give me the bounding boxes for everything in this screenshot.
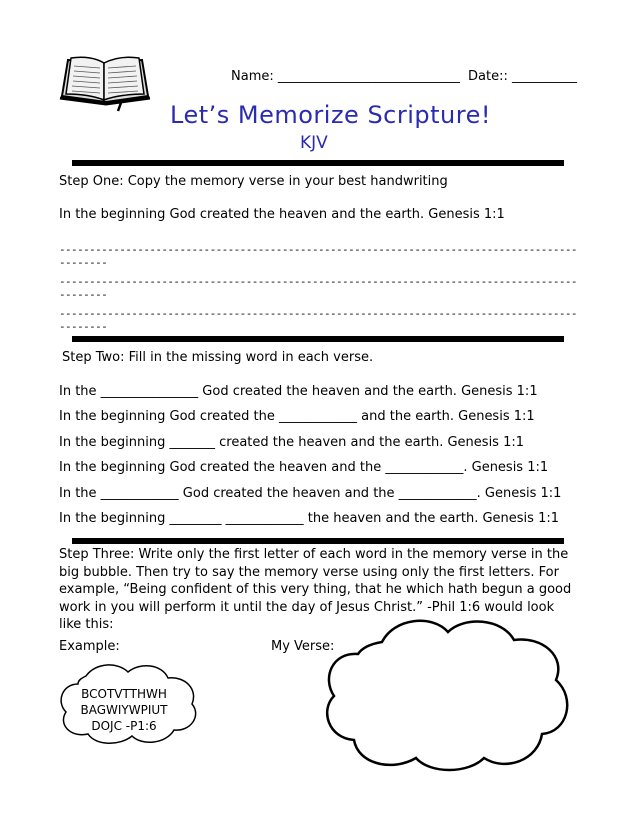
date-field: Date:: __________ [468,69,577,84]
open-bible-icon [58,54,152,112]
divider-bottom [72,538,564,544]
fill-in-verse: In the ____________ God created the heaven and the ____________. Genesis 1:1 [59,486,562,501]
answer-cloud[interactable] [320,614,578,774]
handwriting-line: ---------------------------------------------------------------------------------------------- [59,243,577,269]
step-two-instruction: Step Two: Fill in the missing word in each verse. [62,350,374,365]
handwriting-line: ---------------------------------------------------------------------------------------------- [59,307,577,333]
step-one-verse: In the beginning God created the heaven and the earth. Genesis 1:1 [59,207,505,222]
fill-in-verse: In the beginning _______ created the heaven and the earth. Genesis 1:1 [59,435,525,450]
fill-in-verse: In the _______________ God created the heaven and the earth. Genesis 1:1 [59,384,538,399]
example-line: BCOTVTTHWH [81,687,167,701]
fill-in-verse: In the beginning God created the heaven and the ____________. Genesis 1:1 [59,460,549,475]
page-subtitle: KJV [300,133,328,153]
example-line: DOJC -P1:6 [91,719,157,733]
step-three-instruction: Step Three: Write only the first letter of each word in the memory verse in the big bubble. Then try to say the memory verse using only the first letters. For example, “Being confident of this very thing, that he which hath begun a good work in you will perform it until the day of Jesus Christ.” -Phil 1:6 would look like this: [59,547,572,632]
example-letters [64,686,184,734]
example-label: Example: [59,639,120,654]
step-one-instruction: Step One: Copy the memory verse in your best handwriting [59,174,448,189]
divider-top [72,160,564,166]
name-field: Name: ____________________________ [231,69,460,84]
example-line: BAGWIYWPIUT [80,703,168,717]
handwriting-line: ---------------------------------------------------------------------------------------------- [59,275,577,301]
bible-image [58,54,152,112]
divider-middle [72,336,564,342]
page-title: Let’s Memorize Scripture! [170,101,491,129]
fill-in-verse: In the beginning ________ ____________ the heaven and the earth. Genesis 1:1 [59,511,559,526]
fill-in-verse: In the beginning God created the ____________ and the earth. Genesis 1:1 [59,409,535,424]
my-verse-label: My Verse: [271,639,335,654]
